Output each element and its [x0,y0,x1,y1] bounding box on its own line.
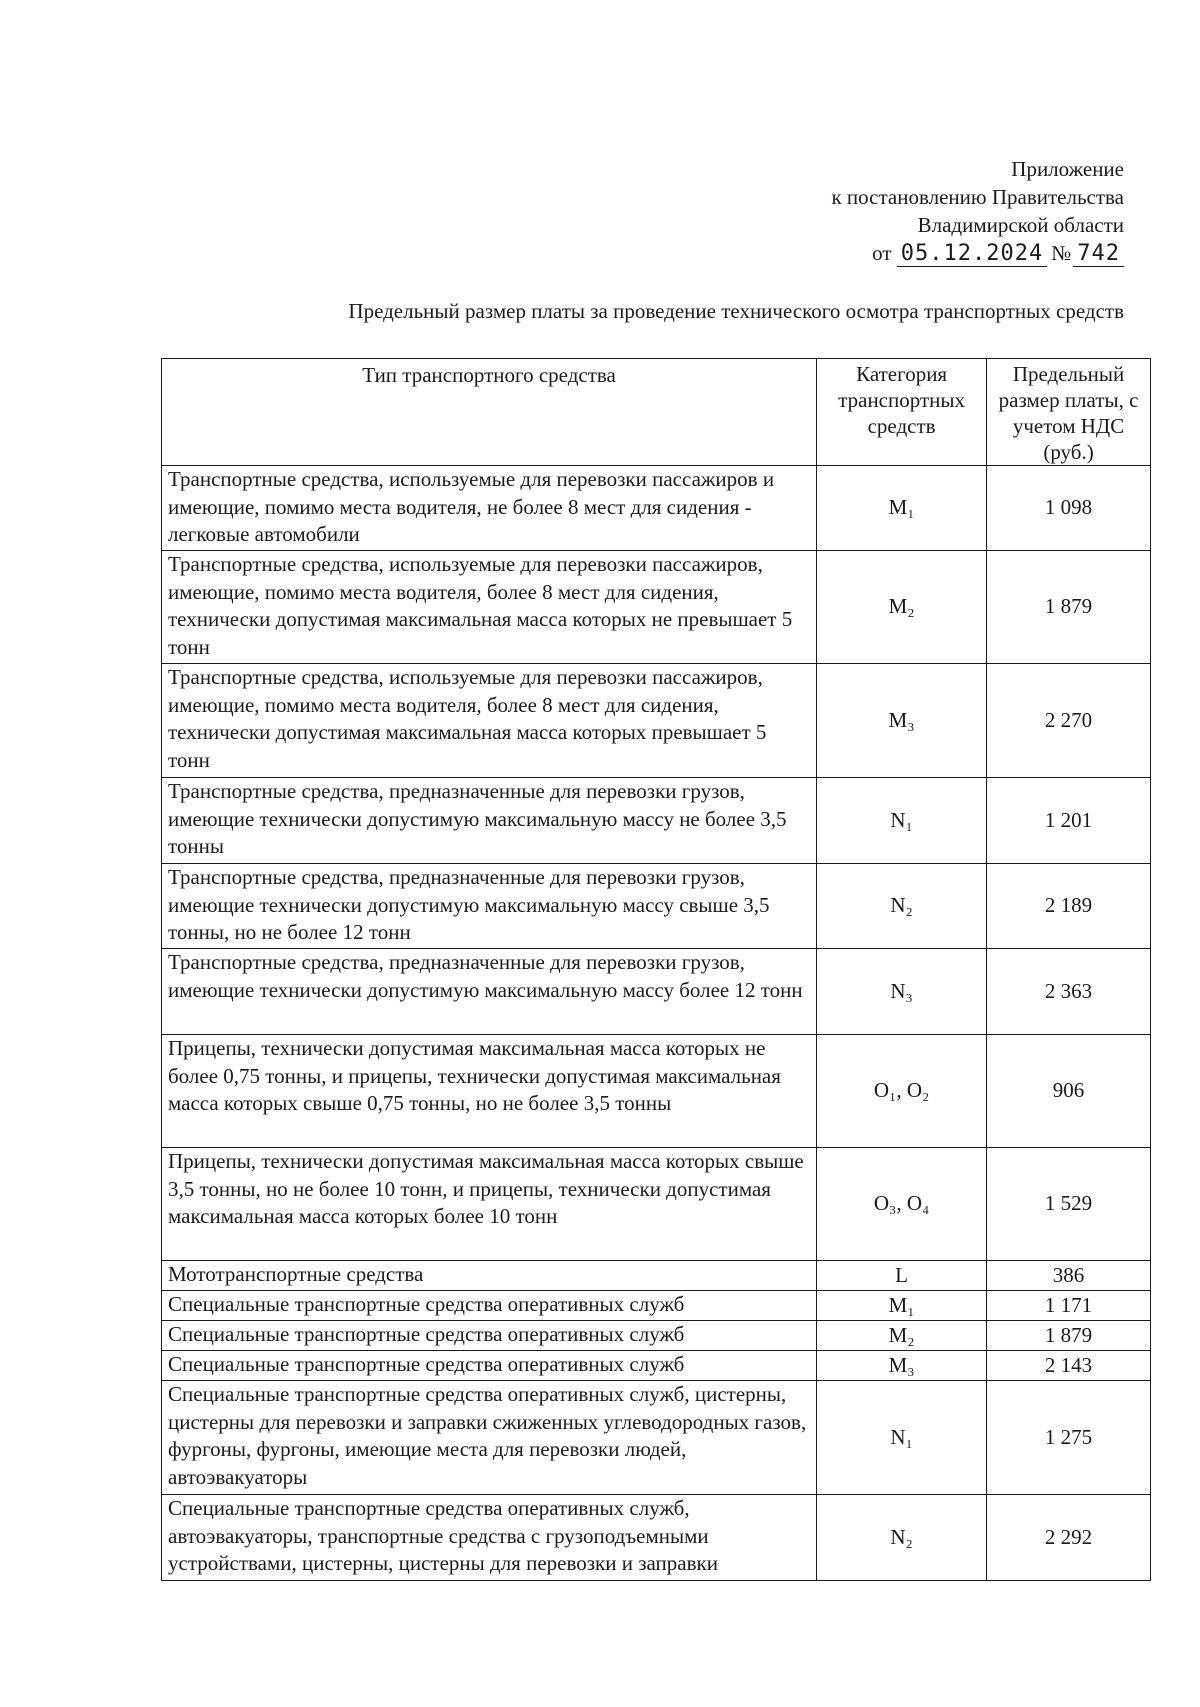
fee-cell: 2 270 [987,664,1151,778]
category-cell: N₂ [817,1495,987,1581]
vehicle-type-cell: Специальные транспортные средства оперативных служб [162,1291,817,1321]
table-row [162,778,1151,864]
category-cell: N₂ [817,864,987,949]
table-row [162,1035,1151,1148]
table-row [162,864,1151,949]
appendix-label: Приложение [1011,157,1124,181]
fee-cell: 2 363 [987,949,1151,1035]
vehicle-type-cell: Транспортные средства, предназначенные для перевозки грузов, имеющие технически допустимую максимальную массу более 12 тонн [162,949,817,1035]
category-cell: N₁ [817,778,987,864]
category-cell: N₁ [817,1381,987,1495]
fee-cell: 386 [987,1261,1151,1291]
vehicle-type-cell: Транспортные средства, предназначенные для перевозки грузов, имеющие технически допустимую максимальную массу свыше 3,5 тонны, но не более 12 тонн [162,864,817,949]
category-cell: M₃ [817,1351,987,1381]
header-category: Категория транспортных средств [817,359,987,466]
vehicle-type-cell: Прицепы, технически допустимая максимальная масса которых не более 0,75 тонны, и прицепы, технически допустимая максимальная масса которых свыше 0,75 тонны, но не более 3,5 тонны [162,1035,817,1148]
header-max-fee: Предельный размер платы, с учетом НДС (руб.) [987,359,1151,466]
fee-cell: 1 171 [987,1291,1151,1321]
vehicle-type-cell: Специальные транспортные средства оперативных служб [162,1321,817,1351]
region-line: Владимирской области [917,213,1124,237]
fee-cell: 1 879 [987,1321,1151,1351]
category-cell: M₁ [817,1291,987,1321]
category-cell: M₂ [817,1321,987,1351]
vehicle-type-cell: Транспортные средства, используемые для перевозки пассажиров, имеющие, помимо места водителя, более 8 мест для сидения, технически допустимая максимальная масса которых не превышает 5 тонн [162,551,817,664]
fee-cell: 1 201 [987,778,1151,864]
table-row [162,949,1151,1035]
fee-cell: 1 275 [987,1381,1151,1495]
table-row [162,551,1151,664]
category-cell: O₁, O₂ [817,1035,987,1148]
appendix-header [831,155,1124,267]
header-vehicle-type: Тип транспортного средства [162,359,817,466]
table-row [162,1261,1151,1291]
fee-cell: 2 292 [987,1495,1151,1581]
category-cell: M₁ [817,466,987,551]
vehicle-type-cell: Мототранспортные средства [162,1261,817,1291]
table-row [162,1351,1151,1381]
number-prefix: № [1051,241,1072,265]
table-row [162,664,1151,778]
vehicle-type-cell: Транспортные средства, предназначенные для перевозки грузов, имеющие технически допустимую максимальную массу не более 3,5 тонны [162,778,817,864]
decree-number: 742 [1073,242,1124,267]
document-title: Предельный размер платы за проведение технического осмотра транспортных средств [348,299,1124,323]
vehicle-type-cell: Транспортные средства, используемые для перевозки пассажиров, имеющие, помимо места водителя, более 8 мест для сидения, технически допустимая максимальная масса которых превышает 5 тонн [162,664,817,778]
table-row [162,1148,1151,1261]
fee-cell: 1 098 [987,466,1151,551]
date-line [831,239,1124,267]
table-row [162,1321,1151,1351]
category-cell: O₃, O₄ [817,1148,987,1261]
decree-date: 05.12.2024 [897,242,1047,267]
vehicle-type-cell: Специальные транспортные средства оперативных служб, цистерны, цистерны для перевозки и заправки сжиженных углеводородных газов, фургоны, фургоны, имеющие места для перевозки людей, автоэвакуаторы [162,1381,817,1495]
vehicle-type-cell: Транспортные средства, используемые для перевозки пассажиров и имеющие, помимо места водителя, не более 8 мест для сидения - легковые автомобили [162,466,817,551]
category-cell: M₂ [817,551,987,664]
fee-cell: 2 189 [987,864,1151,949]
vehicle-type-cell: Прицепы, технически допустимая максимальная масса которых свыше 3,5 тонны, но не более 10 тонн, и прицепы, технически допустимая максимальная масса которых более 10 тонн [162,1148,817,1261]
fee-cell: 1 529 [987,1148,1151,1261]
category-cell: M₃ [817,664,987,778]
fee-table [161,358,1151,1581]
date-prefix: от [872,241,892,265]
table-row [162,1495,1151,1581]
table-row [162,1291,1151,1321]
fee-cell: 2 143 [987,1351,1151,1381]
fee-cell: 1 879 [987,551,1151,664]
vehicle-type-cell: Специальные транспортные средства оперативных служб, автоэвакуаторы, транспортные средства с грузоподъемными устройствами, цистерны, цистерны для перевозки и заправки [162,1495,817,1581]
table-row [162,1381,1151,1495]
decree-line: к постановлению Правительства [831,185,1124,209]
table-row [162,466,1151,551]
table-header-row [162,359,1151,466]
category-cell: L [817,1261,987,1291]
fee-cell: 906 [987,1035,1151,1148]
vehicle-type-cell: Специальные транспортные средства оперативных служб [162,1351,817,1381]
category-cell: N₃ [817,949,987,1035]
